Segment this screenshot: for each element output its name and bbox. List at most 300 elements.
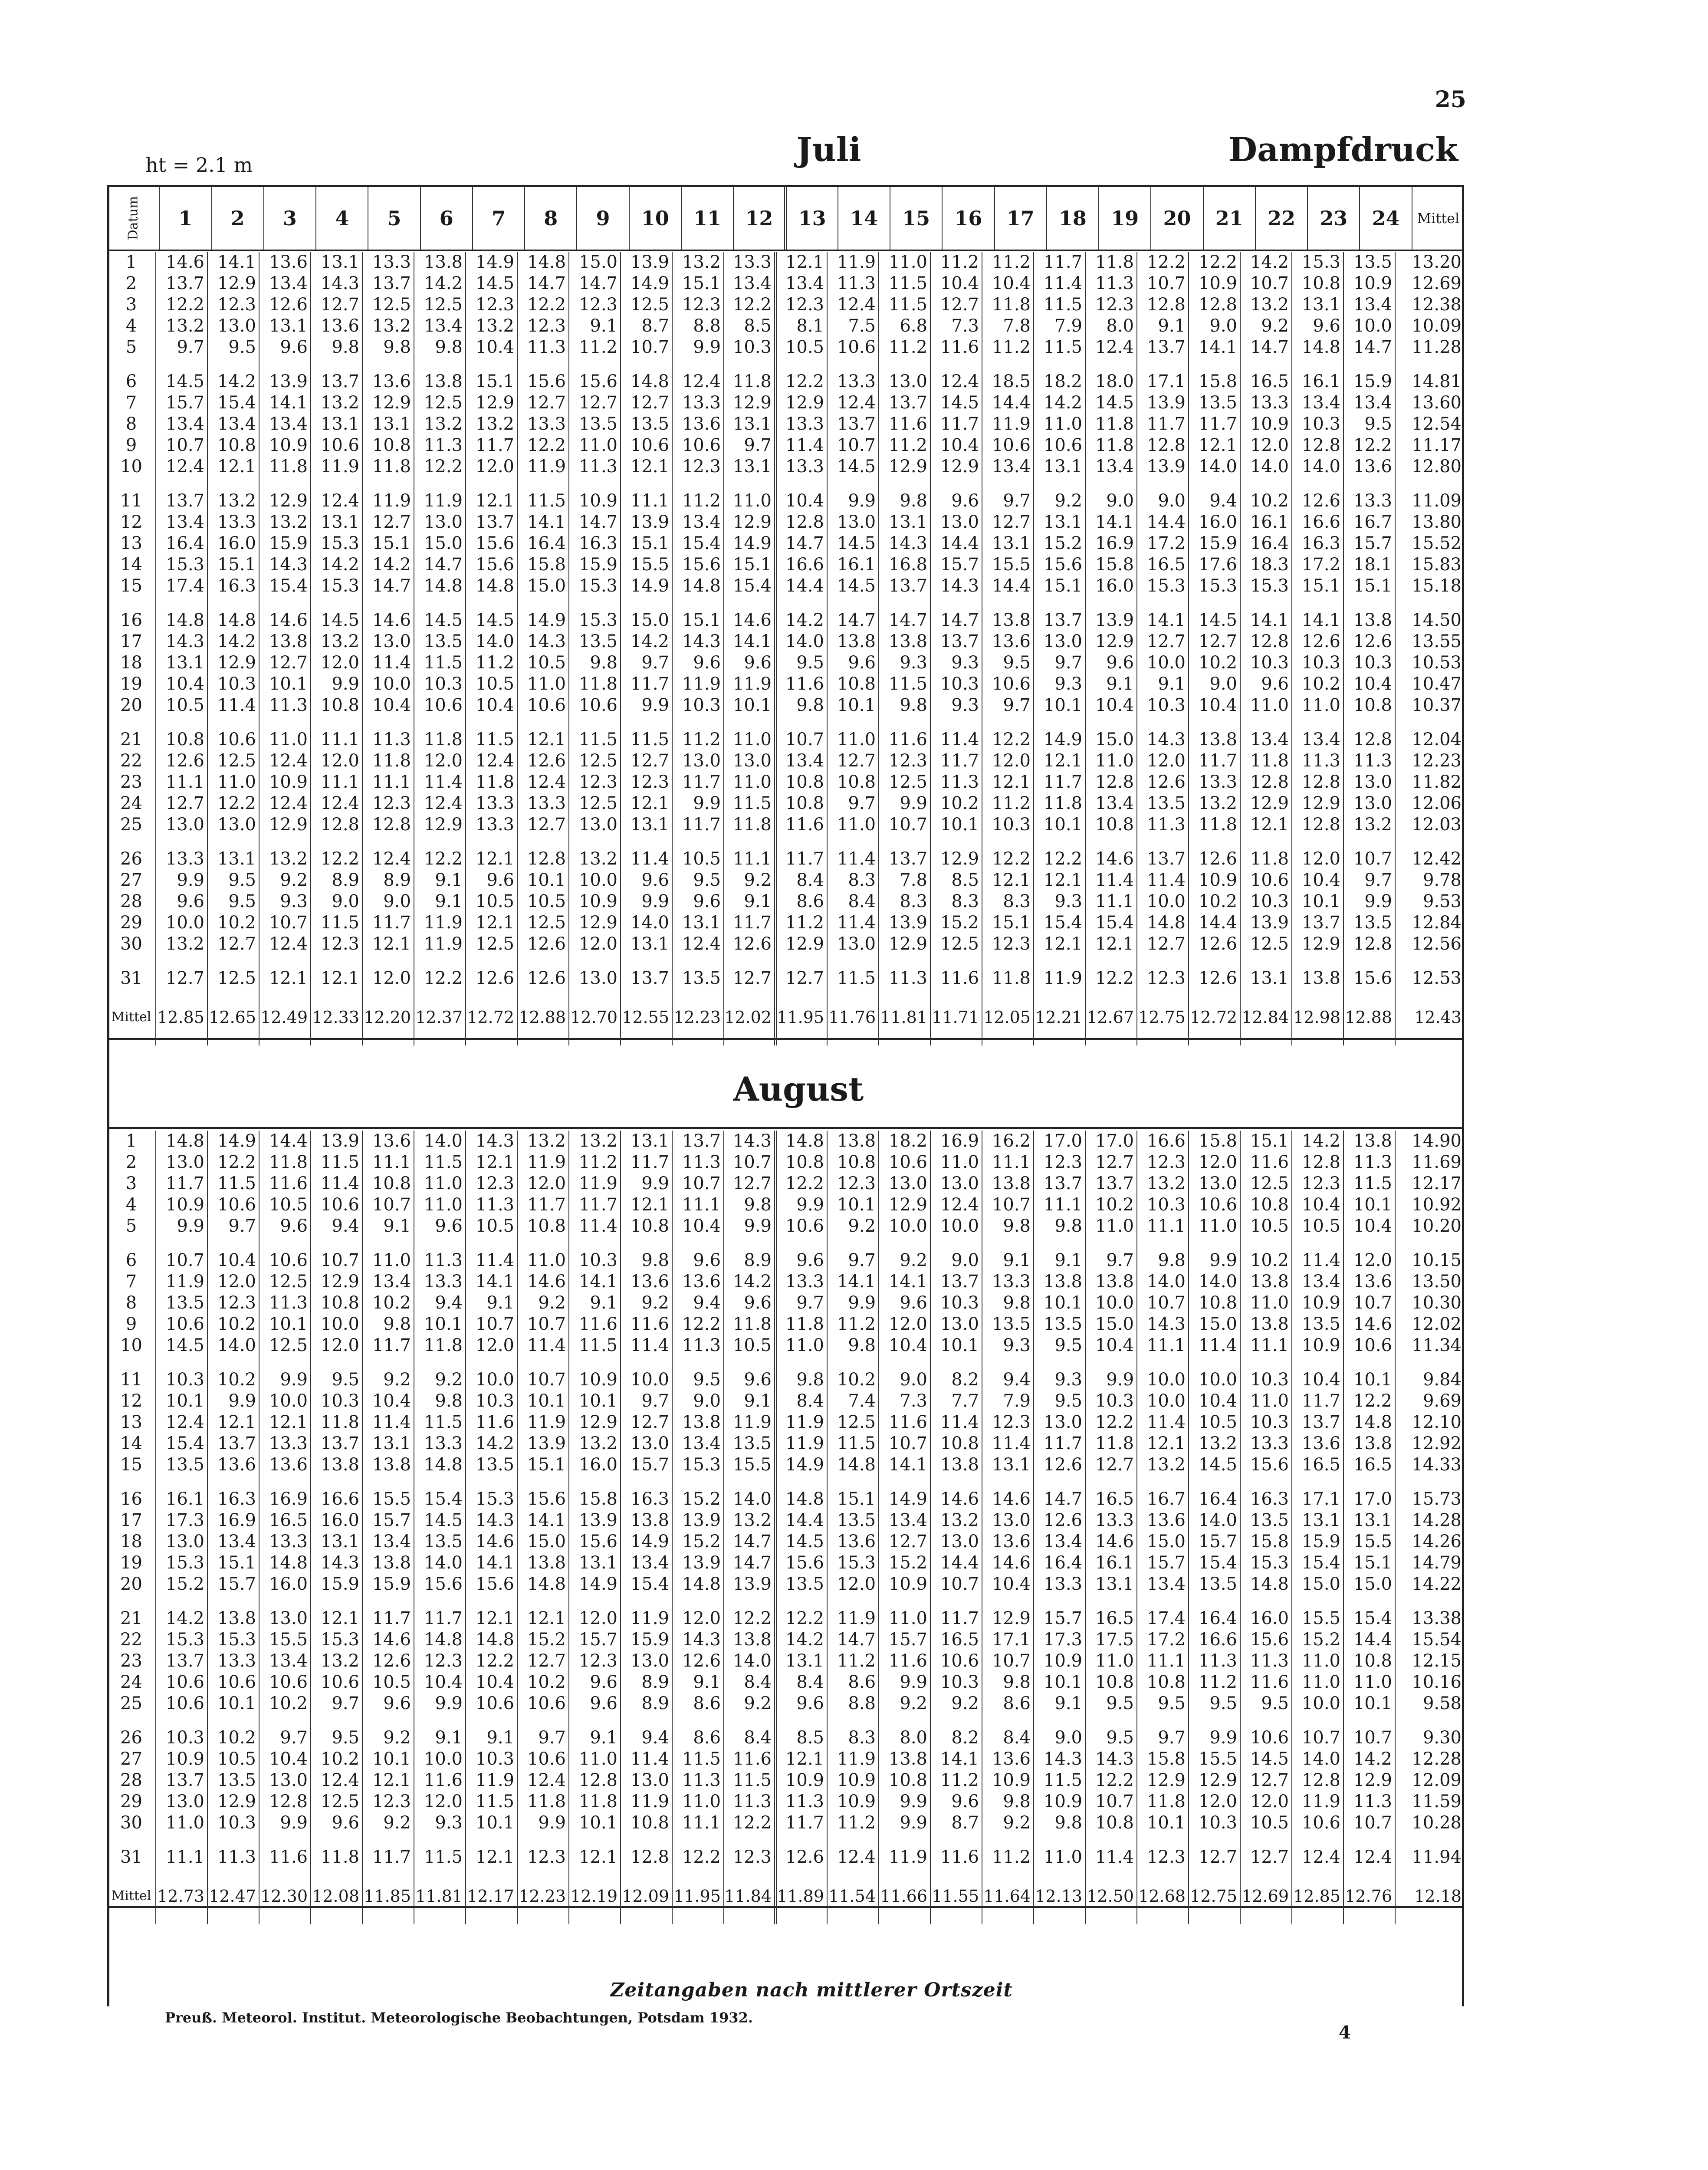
value-cell: 14.9 xyxy=(466,252,517,273)
day-cell: 20 xyxy=(107,695,156,716)
value-cell: 12.7 xyxy=(621,392,672,414)
value-cell: 11.4 xyxy=(930,729,982,750)
table-row xyxy=(107,1672,1464,1693)
value-cell: 12.8 xyxy=(311,814,362,835)
value-cell: 10.6 xyxy=(207,729,259,750)
value-cell: 10.2 xyxy=(362,1292,414,1314)
value-cell: 10.7 xyxy=(311,1250,362,1271)
daily-mean-cell: 9.53 xyxy=(1422,891,1462,911)
value-cell: 10.8 xyxy=(827,674,879,695)
value-cell: 12.9 xyxy=(1343,1770,1395,1791)
value-cell: 14.3 xyxy=(311,1552,362,1574)
value-cell: 18.3 xyxy=(1240,554,1292,575)
value-cell: 13.2 xyxy=(259,848,311,870)
day-cell: 9 xyxy=(107,1314,156,1335)
value-cell: 12.2 xyxy=(517,294,569,316)
value-cell: 12.4 xyxy=(930,371,982,392)
value-cell: 10.6 xyxy=(207,1672,259,1693)
value-cell: 11.0 xyxy=(1085,750,1137,772)
value-cell: 12.2 xyxy=(775,1173,827,1194)
value-cell: 16.0 xyxy=(207,533,259,554)
value-cell: 15.0 xyxy=(1292,1574,1343,1595)
value-cell: 13.3 xyxy=(156,848,207,870)
value-cell: 18.1 xyxy=(1343,554,1395,575)
value-cell: 13.3 xyxy=(672,392,724,414)
value-cell: 8.3 xyxy=(827,1727,879,1749)
value-cell: 10.6 xyxy=(982,674,1034,695)
hourly-mean-cell: 12.09 xyxy=(621,1868,672,1924)
value-cell: 13.2 xyxy=(156,934,207,955)
value-cell: 15.6 xyxy=(1034,554,1085,575)
header-hour: 20 xyxy=(1151,187,1203,250)
value-cell: 13.2 xyxy=(1343,814,1395,835)
day-cell: 14 xyxy=(107,554,156,575)
value-cell: 8.4 xyxy=(724,1672,775,1693)
value-cell: 12.0 xyxy=(672,1608,724,1629)
day-cell: 8 xyxy=(107,414,156,435)
value-cell: 11.0 xyxy=(724,772,775,793)
value-cell: 11.4 xyxy=(311,1173,362,1194)
value-cell: 15.6 xyxy=(1240,1629,1292,1651)
value-cell: 14.3 xyxy=(1137,729,1189,750)
value-cell: 11.6 xyxy=(930,337,982,358)
value-cell: 10.3 xyxy=(207,674,259,695)
value-cell: 12.4 xyxy=(827,392,879,414)
value-cell: 12.7 xyxy=(724,968,775,989)
value-cell: 14.7 xyxy=(724,1552,775,1574)
table-row xyxy=(107,652,1464,674)
value-cell: 14.8 xyxy=(1343,1412,1395,1433)
value-cell: 15.7 xyxy=(569,1629,621,1651)
value-cell: 12.0 xyxy=(1343,1250,1395,1271)
value-cell: 17.3 xyxy=(1034,1629,1085,1651)
value-cell: 10.6 xyxy=(1292,1812,1343,1834)
value-cell: 14.4 xyxy=(982,392,1034,414)
value-cell: 13.8 xyxy=(259,631,311,652)
value-cell: 9.6 xyxy=(930,1791,982,1812)
table-row xyxy=(107,1292,1464,1314)
value-cell: 14.8 xyxy=(517,1574,569,1595)
value-cell: 10.7 xyxy=(724,1152,775,1173)
value-cell: 11.9 xyxy=(466,1770,517,1791)
value-cell: 11.4 xyxy=(569,1216,621,1237)
value-cell: 13.4 xyxy=(1085,456,1137,477)
value-cell: 15.9 xyxy=(569,554,621,575)
value-cell: 10.7 xyxy=(156,435,207,456)
value-cell: 11.1 xyxy=(724,848,775,870)
daily-mean-cell: 13.55 xyxy=(1412,631,1462,651)
value-cell: 12.8 xyxy=(1240,631,1292,652)
value-cell: 9.9 xyxy=(1189,1250,1240,1271)
value-cell: 12.0 xyxy=(1240,435,1292,456)
value-cell: 14.0 xyxy=(621,912,672,934)
value-cell: 16.5 xyxy=(1137,554,1189,575)
value-cell: 12.9 xyxy=(982,1608,1034,1629)
value-cell: 14.4 xyxy=(930,533,982,554)
value-cell: 13.3 xyxy=(259,1531,311,1552)
value-cell: 10.5 xyxy=(207,1749,259,1770)
value-cell: 12.1 xyxy=(982,870,1034,891)
value-cell: 15.4 xyxy=(1085,912,1137,934)
value-cell: 17.1 xyxy=(982,1629,1034,1651)
value-cell: 14.6 xyxy=(982,1489,1034,1510)
value-cell: 13.7 xyxy=(1292,912,1343,934)
value-cell: 10.1 xyxy=(517,1391,569,1412)
value-cell: 11.5 xyxy=(879,273,930,294)
value-cell: 12.2 xyxy=(414,848,466,870)
table-row xyxy=(107,1194,1464,1216)
value-cell: 13.2 xyxy=(362,316,414,337)
value-cell: 14.7 xyxy=(569,273,621,294)
value-cell: 13.8 xyxy=(1085,1271,1137,1292)
value-cell: 9.1 xyxy=(466,1292,517,1314)
value-cell: 14.0 xyxy=(414,1131,466,1152)
value-cell: 8.4 xyxy=(775,870,827,891)
value-cell: 8.9 xyxy=(621,1672,672,1693)
hourly-mean-cell: 11.76 xyxy=(827,989,879,1046)
table-row xyxy=(107,1510,1464,1531)
table-row xyxy=(107,695,1464,716)
value-cell: 11.8 xyxy=(311,1412,362,1433)
value-cell: 12.3 xyxy=(982,1412,1034,1433)
value-cell: 12.5 xyxy=(569,750,621,772)
value-cell: 17.1 xyxy=(1137,371,1189,392)
value-cell: 12.1 xyxy=(1034,934,1085,955)
value-cell: 15.1 xyxy=(1240,1131,1292,1152)
value-cell: 14.1 xyxy=(930,1749,982,1770)
value-cell: 15.2 xyxy=(1292,1629,1343,1651)
value-cell: 9.5 xyxy=(1085,1727,1137,1749)
day-cell: 31 xyxy=(107,968,156,989)
value-cell: 10.9 xyxy=(1292,1335,1343,1356)
value-cell: 13.5 xyxy=(1034,1314,1085,1335)
day-cell: 4 xyxy=(107,316,156,337)
value-cell: 13.3 xyxy=(517,414,569,435)
table-row xyxy=(107,533,1464,554)
value-cell: 13.2 xyxy=(569,848,621,870)
value-cell: 11.3 xyxy=(362,729,414,750)
value-cell: 13.4 xyxy=(1292,392,1343,414)
day-cell: 7 xyxy=(107,1271,156,1292)
value-cell: 10.4 xyxy=(1189,1391,1240,1412)
value-cell: 14.0 xyxy=(1189,1271,1240,1292)
value-cell: 15.5 xyxy=(621,554,672,575)
day-cell: 11 xyxy=(107,490,156,512)
value-cell: 14.6 xyxy=(1343,1314,1395,1335)
value-cell: 12.1 xyxy=(621,793,672,814)
row-gap xyxy=(107,358,1464,371)
value-cell: 10.1 xyxy=(156,1391,207,1412)
value-cell: 12.1 xyxy=(775,252,827,273)
value-cell: 9.6 xyxy=(672,891,724,912)
value-cell: 10.8 xyxy=(207,435,259,456)
value-cell: 10.8 xyxy=(827,1152,879,1173)
value-cell: 9.7 xyxy=(982,490,1034,512)
value-cell: 9.8 xyxy=(982,1791,1034,1812)
value-cell: 11.0 xyxy=(879,252,930,273)
value-cell: 10.3 xyxy=(414,674,466,695)
value-cell: 10.9 xyxy=(156,1194,207,1216)
value-cell: 11.0 xyxy=(724,490,775,512)
value-cell: 10.9 xyxy=(259,772,311,793)
value-cell: 10.1 xyxy=(569,1391,621,1412)
table-row xyxy=(107,1693,1464,1714)
value-cell: 16.3 xyxy=(1292,533,1343,554)
value-cell: 11.1 xyxy=(1137,1335,1189,1356)
value-cell: 12.9 xyxy=(259,814,311,835)
value-cell: 11.3 xyxy=(414,435,466,456)
value-cell: 12.4 xyxy=(517,772,569,793)
value-cell: 10.9 xyxy=(156,1749,207,1770)
value-cell: 14.5 xyxy=(414,1510,466,1531)
value-cell: 10.1 xyxy=(414,1314,466,1335)
row-gap xyxy=(107,716,1464,729)
value-cell: 12.5 xyxy=(569,793,621,814)
value-cell: 12.5 xyxy=(414,392,466,414)
value-cell: 8.3 xyxy=(930,891,982,912)
value-cell: 11.7 xyxy=(1034,252,1085,273)
value-cell: 9.9 xyxy=(1189,1727,1240,1749)
value-cell: 14.7 xyxy=(827,610,879,631)
value-cell: 14.1 xyxy=(517,1510,569,1531)
header-hour: 16 xyxy=(942,187,994,250)
value-cell: 11.0 xyxy=(517,674,569,695)
mean-row xyxy=(107,1868,1464,1924)
value-cell: 14.1 xyxy=(724,631,775,652)
hourly-mean-cell: 12.47 xyxy=(207,1868,259,1924)
value-cell: 14.9 xyxy=(621,575,672,597)
value-cell: 10.8 xyxy=(827,772,879,793)
value-cell: 9.2 xyxy=(1034,490,1085,512)
table-row xyxy=(107,512,1464,533)
value-cell: 9.0 xyxy=(1137,490,1189,512)
value-cell: 13.2 xyxy=(1189,793,1240,814)
value-cell: 10.7 xyxy=(1137,1292,1189,1314)
value-cell: 13.1 xyxy=(362,414,414,435)
value-cell: 10.1 xyxy=(259,674,311,695)
value-cell: 12.3 xyxy=(569,772,621,793)
value-cell: 13.0 xyxy=(930,1531,982,1552)
value-cell: 13.9 xyxy=(621,252,672,273)
value-cell: 13.4 xyxy=(672,1433,724,1454)
value-cell: 12.8 xyxy=(621,1847,672,1868)
header-hour: 14 xyxy=(838,187,890,250)
value-cell: 14.5 xyxy=(156,1335,207,1356)
value-cell: 11.2 xyxy=(879,435,930,456)
value-cell: 9.3 xyxy=(414,1812,466,1834)
value-cell: 11.3 xyxy=(517,337,569,358)
value-cell: 11.9 xyxy=(621,1791,672,1812)
value-cell: 12.6 xyxy=(1189,934,1240,955)
value-cell: 12.8 xyxy=(1189,294,1240,316)
section-title: Dampfdruck xyxy=(1228,130,1458,169)
value-cell: 13.8 xyxy=(414,371,466,392)
value-cell: 12.4 xyxy=(672,371,724,392)
value-cell: 10.7 xyxy=(982,1651,1034,1672)
value-cell: 11.3 xyxy=(259,1292,311,1314)
value-cell: 12.6 xyxy=(1343,631,1395,652)
value-cell: 17.4 xyxy=(1137,1608,1189,1629)
value-cell: 10.8 xyxy=(1085,814,1137,835)
value-cell: 10.4 xyxy=(362,695,414,716)
value-cell: 12.3 xyxy=(207,294,259,316)
header-hour: 3 xyxy=(264,187,316,250)
value-cell: 9.6 xyxy=(621,870,672,891)
value-cell: 9.9 xyxy=(207,1391,259,1412)
value-cell: 12.7 xyxy=(1240,1770,1292,1791)
table-row xyxy=(107,750,1464,772)
value-cell: 9.1 xyxy=(724,891,775,912)
hourly-mean-cell: 12.08 xyxy=(311,1868,362,1924)
value-cell: 14.7 xyxy=(775,533,827,554)
value-cell: 9.8 xyxy=(362,337,414,358)
value-cell: 10.3 xyxy=(724,337,775,358)
value-cell: 13.1 xyxy=(621,1131,672,1152)
value-cell: 12.9 xyxy=(930,848,982,870)
value-cell: 12.2 xyxy=(1343,1391,1395,1412)
value-cell: 13.1 xyxy=(621,814,672,835)
value-cell: 11.3 xyxy=(879,968,930,989)
value-cell: 10.1 xyxy=(1034,1292,1085,1314)
value-cell: 13.7 xyxy=(1034,610,1085,631)
value-cell: 13.8 xyxy=(1189,729,1240,750)
value-cell: 13.0 xyxy=(827,512,879,533)
value-cell: 14.4 xyxy=(1343,1629,1395,1651)
value-cell: 13.7 xyxy=(311,371,362,392)
value-cell: 12.7 xyxy=(982,512,1034,533)
value-cell: 10.8 xyxy=(621,1812,672,1834)
value-cell: 15.1 xyxy=(1343,1552,1395,1574)
daily-mean-cell: 9.58 xyxy=(1422,1693,1462,1713)
value-cell: 13.0 xyxy=(1343,793,1395,814)
value-cell: 12.3 xyxy=(775,294,827,316)
value-cell: 10.4 xyxy=(879,1335,930,1356)
value-cell: 9.9 xyxy=(156,870,207,891)
value-cell: 10.6 xyxy=(1343,1335,1395,1356)
value-cell: 9.3 xyxy=(1034,1369,1085,1391)
value-cell: 8.4 xyxy=(724,1727,775,1749)
value-cell: 10.3 xyxy=(930,1292,982,1314)
value-cell: 13.4 xyxy=(414,316,466,337)
hourly-mean-cell: 11.89 xyxy=(775,1868,827,1924)
value-cell: 12.3 xyxy=(724,1847,775,1868)
value-cell: 12.3 xyxy=(1137,1847,1189,1868)
value-cell: 15.1 xyxy=(1034,575,1085,597)
value-cell: 12.4 xyxy=(311,1770,362,1791)
value-cell: 15.4 xyxy=(621,1574,672,1595)
value-cell: 9.5 xyxy=(207,891,259,912)
daily-mean-cell: 10.16 xyxy=(1412,1672,1462,1692)
value-cell: 10.9 xyxy=(1034,1791,1085,1812)
table-row xyxy=(107,435,1464,456)
value-cell: 11.2 xyxy=(569,337,621,358)
value-cell: 14.2 xyxy=(414,273,466,294)
value-cell: 14.5 xyxy=(1189,1454,1240,1476)
value-cell: 10.0 xyxy=(621,1369,672,1391)
value-cell: 10.4 xyxy=(930,273,982,294)
value-cell: 12.6 xyxy=(1034,1454,1085,1476)
value-cell: 11.4 xyxy=(827,912,879,934)
hourly-mean-cell: 12.65 xyxy=(207,989,259,1046)
value-cell: 10.0 xyxy=(569,870,621,891)
value-cell: 13.0 xyxy=(1034,1412,1085,1433)
value-cell: 13.4 xyxy=(259,273,311,294)
value-cell: 10.8 xyxy=(1343,695,1395,716)
july-title: Juli xyxy=(796,130,861,169)
value-cell: 13.5 xyxy=(569,414,621,435)
value-cell: 12.6 xyxy=(1034,1510,1085,1531)
table-row xyxy=(107,610,1464,631)
value-cell: 16.5 xyxy=(930,1629,982,1651)
value-cell: 12.3 xyxy=(569,1651,621,1672)
value-cell: 11.7 xyxy=(1292,1391,1343,1412)
value-cell: 13.0 xyxy=(930,512,982,533)
row-gap xyxy=(107,1714,1464,1727)
table-row xyxy=(107,294,1464,316)
value-cell: 14.3 xyxy=(672,1629,724,1651)
value-cell: 13.3 xyxy=(1240,1433,1292,1454)
value-cell: 10.0 xyxy=(156,912,207,934)
value-cell: 11.3 xyxy=(1240,1651,1292,1672)
value-cell: 9.6 xyxy=(362,1693,414,1714)
monthly-mean-cell: 12.43 xyxy=(1414,1008,1462,1027)
value-cell: 13.0 xyxy=(982,1510,1034,1531)
daily-mean-cell: 10.09 xyxy=(1412,316,1462,336)
value-cell: 9.0 xyxy=(311,891,362,912)
value-cell: 8.8 xyxy=(827,1693,879,1714)
table-row xyxy=(107,934,1464,955)
day-cell: 25 xyxy=(107,1693,156,1714)
value-cell: 15.0 xyxy=(1137,1531,1189,1552)
value-cell: 9.8 xyxy=(827,1335,879,1356)
value-cell: 10.6 xyxy=(621,435,672,456)
hourly-mean-cell: 12.84 xyxy=(1240,989,1292,1046)
day-cell: 4 xyxy=(107,1194,156,1216)
value-cell: 12.7 xyxy=(1240,1847,1292,1868)
value-cell: 14.4 xyxy=(1189,912,1240,934)
value-cell: 16.2 xyxy=(982,1131,1034,1152)
value-cell: 11.5 xyxy=(414,1152,466,1173)
value-cell: 12.7 xyxy=(259,652,311,674)
value-cell: 15.0 xyxy=(517,575,569,597)
value-cell: 10.8 xyxy=(1085,1672,1137,1693)
value-cell: 15.4 xyxy=(156,1433,207,1454)
value-cell: 13.3 xyxy=(259,1433,311,1454)
value-cell: 11.9 xyxy=(724,674,775,695)
value-cell: 14.2 xyxy=(724,1271,775,1292)
value-cell: 13.9 xyxy=(879,912,930,934)
value-cell: 15.5 xyxy=(1189,1749,1240,1770)
value-cell: 13.3 xyxy=(1034,1574,1085,1595)
table-row xyxy=(107,891,1464,912)
day-cell: 26 xyxy=(107,1727,156,1749)
value-cell: 16.4 xyxy=(1240,533,1292,554)
value-cell: 15.7 xyxy=(1137,1552,1189,1574)
value-cell: 9.0 xyxy=(930,1250,982,1271)
value-cell: 10.8 xyxy=(517,1216,569,1237)
value-cell: 11.2 xyxy=(982,252,1034,273)
value-cell: 14.2 xyxy=(1292,1131,1343,1152)
value-cell: 14.7 xyxy=(569,512,621,533)
value-cell: 11.9 xyxy=(1292,1791,1343,1812)
value-cell: 11.1 xyxy=(1085,891,1137,912)
value-cell: 11.7 xyxy=(362,912,414,934)
value-cell: 10.2 xyxy=(207,1727,259,1749)
value-cell: 13.1 xyxy=(724,456,775,477)
value-cell: 13.6 xyxy=(982,1749,1034,1770)
value-cell: 11.8 xyxy=(1137,1791,1189,1812)
day-cell: 29 xyxy=(107,1791,156,1812)
